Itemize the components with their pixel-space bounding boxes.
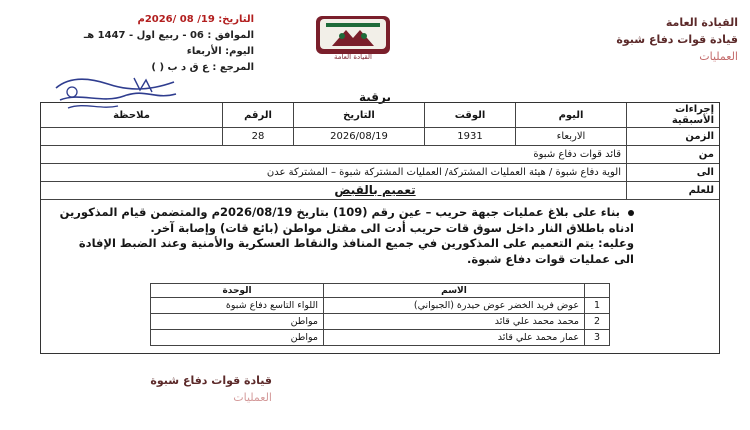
header-operations: العمليات bbox=[699, 50, 738, 63]
subject-title: تعميم بالقبض bbox=[334, 183, 416, 197]
from-label: من bbox=[627, 146, 720, 164]
header-time: الوقت bbox=[425, 103, 516, 128]
paragraph-1-text: بناء على بلاغ عمليات جبهة حريب – عين رقم (109) بتاريخ 2026/08/19م والمتضمن قيام المذكورين ادناه باطلاق النار داخل سوق قات حريب أدت الى مقتل مواطن (بائع قات) وإصابة آخر. bbox=[59, 205, 634, 235]
to-value: الوية دفاع شبوة / هيئة العمليات المشتركة/ العمليات المشتركة شبوة – المشتركة عدن bbox=[41, 164, 627, 182]
paragraph-1 bbox=[58, 205, 634, 236]
header-num bbox=[585, 284, 610, 298]
row-number: 2 bbox=[585, 314, 610, 330]
value-date: 2026/08/19 bbox=[294, 128, 425, 146]
header-notes: ملاحظة bbox=[41, 103, 223, 128]
table-row bbox=[151, 314, 610, 330]
signature-line-2: العمليات bbox=[233, 391, 272, 404]
header-number: الرقم bbox=[223, 103, 294, 128]
header-date: التاريخ bbox=[294, 103, 425, 128]
header-general-command: القيادة العامة bbox=[665, 16, 738, 29]
reference-line: المرجع : ع ق د ب ( ) bbox=[151, 62, 254, 73]
wanted-persons-table bbox=[150, 283, 610, 346]
table-row bbox=[151, 298, 610, 314]
header-name: الاسم bbox=[324, 284, 585, 298]
telegram-body bbox=[58, 205, 634, 267]
paragraph-2: وعليه: يتم التعميم على المذكورين في جميع المنافذ والنقاط العسكرية والأمنية وعند الضبط الإفادة الى عمليات قوات دفاع شبوة. bbox=[78, 236, 634, 266]
to-label: الى bbox=[627, 164, 720, 182]
header-shabwa-forces: قيادة قوات دفاع شبوة bbox=[616, 33, 738, 46]
hijri-date-line: الموافق : 06 - ربيع اول - 1447 هـ bbox=[83, 30, 254, 41]
signature-line-1: قيادة قوات دفاع شبوة bbox=[150, 374, 272, 387]
from-value: قائد قوات دفاع شبوة bbox=[41, 146, 627, 164]
date-line: التاريخ: 19/ 08 /2026م bbox=[137, 14, 254, 25]
row-unit: مواطن bbox=[151, 330, 324, 346]
row-number: 3 bbox=[585, 330, 610, 346]
value-day: الاربعاء bbox=[516, 128, 627, 146]
logo-caption: القيادة العامة bbox=[334, 53, 372, 60]
value-number: 28 bbox=[223, 128, 294, 146]
table-row bbox=[151, 330, 610, 346]
row-name: محمد محمد علي قائد bbox=[324, 314, 585, 330]
value-time: 1931 bbox=[425, 128, 516, 146]
row-unit: مواطن bbox=[151, 314, 324, 330]
date-header bbox=[64, 12, 254, 76]
names-header-row bbox=[151, 284, 610, 298]
header-day: اليوم bbox=[516, 103, 627, 128]
header-unit: الوحدة bbox=[151, 284, 324, 298]
row-unit: اللواء التاسع دفاع شبوة bbox=[151, 298, 324, 314]
info-label: للعلم bbox=[627, 182, 720, 200]
zaman-label: الزمن bbox=[627, 128, 720, 146]
document-title: برقية bbox=[358, 90, 391, 104]
row-name: عوض فريد الخضر عوض حيدرة (الجبواني) bbox=[324, 298, 585, 314]
procedures-label: إجراءات الأسبقية bbox=[627, 103, 720, 128]
emblem-logo bbox=[306, 14, 400, 60]
row-number: 1 bbox=[585, 298, 610, 314]
signature-block bbox=[92, 372, 272, 406]
row-name: عمار محمد علي قائد bbox=[324, 330, 585, 346]
bullet-icon bbox=[628, 210, 634, 216]
day-line: اليوم: الأربعاء bbox=[186, 46, 254, 57]
sender-header bbox=[488, 14, 738, 65]
